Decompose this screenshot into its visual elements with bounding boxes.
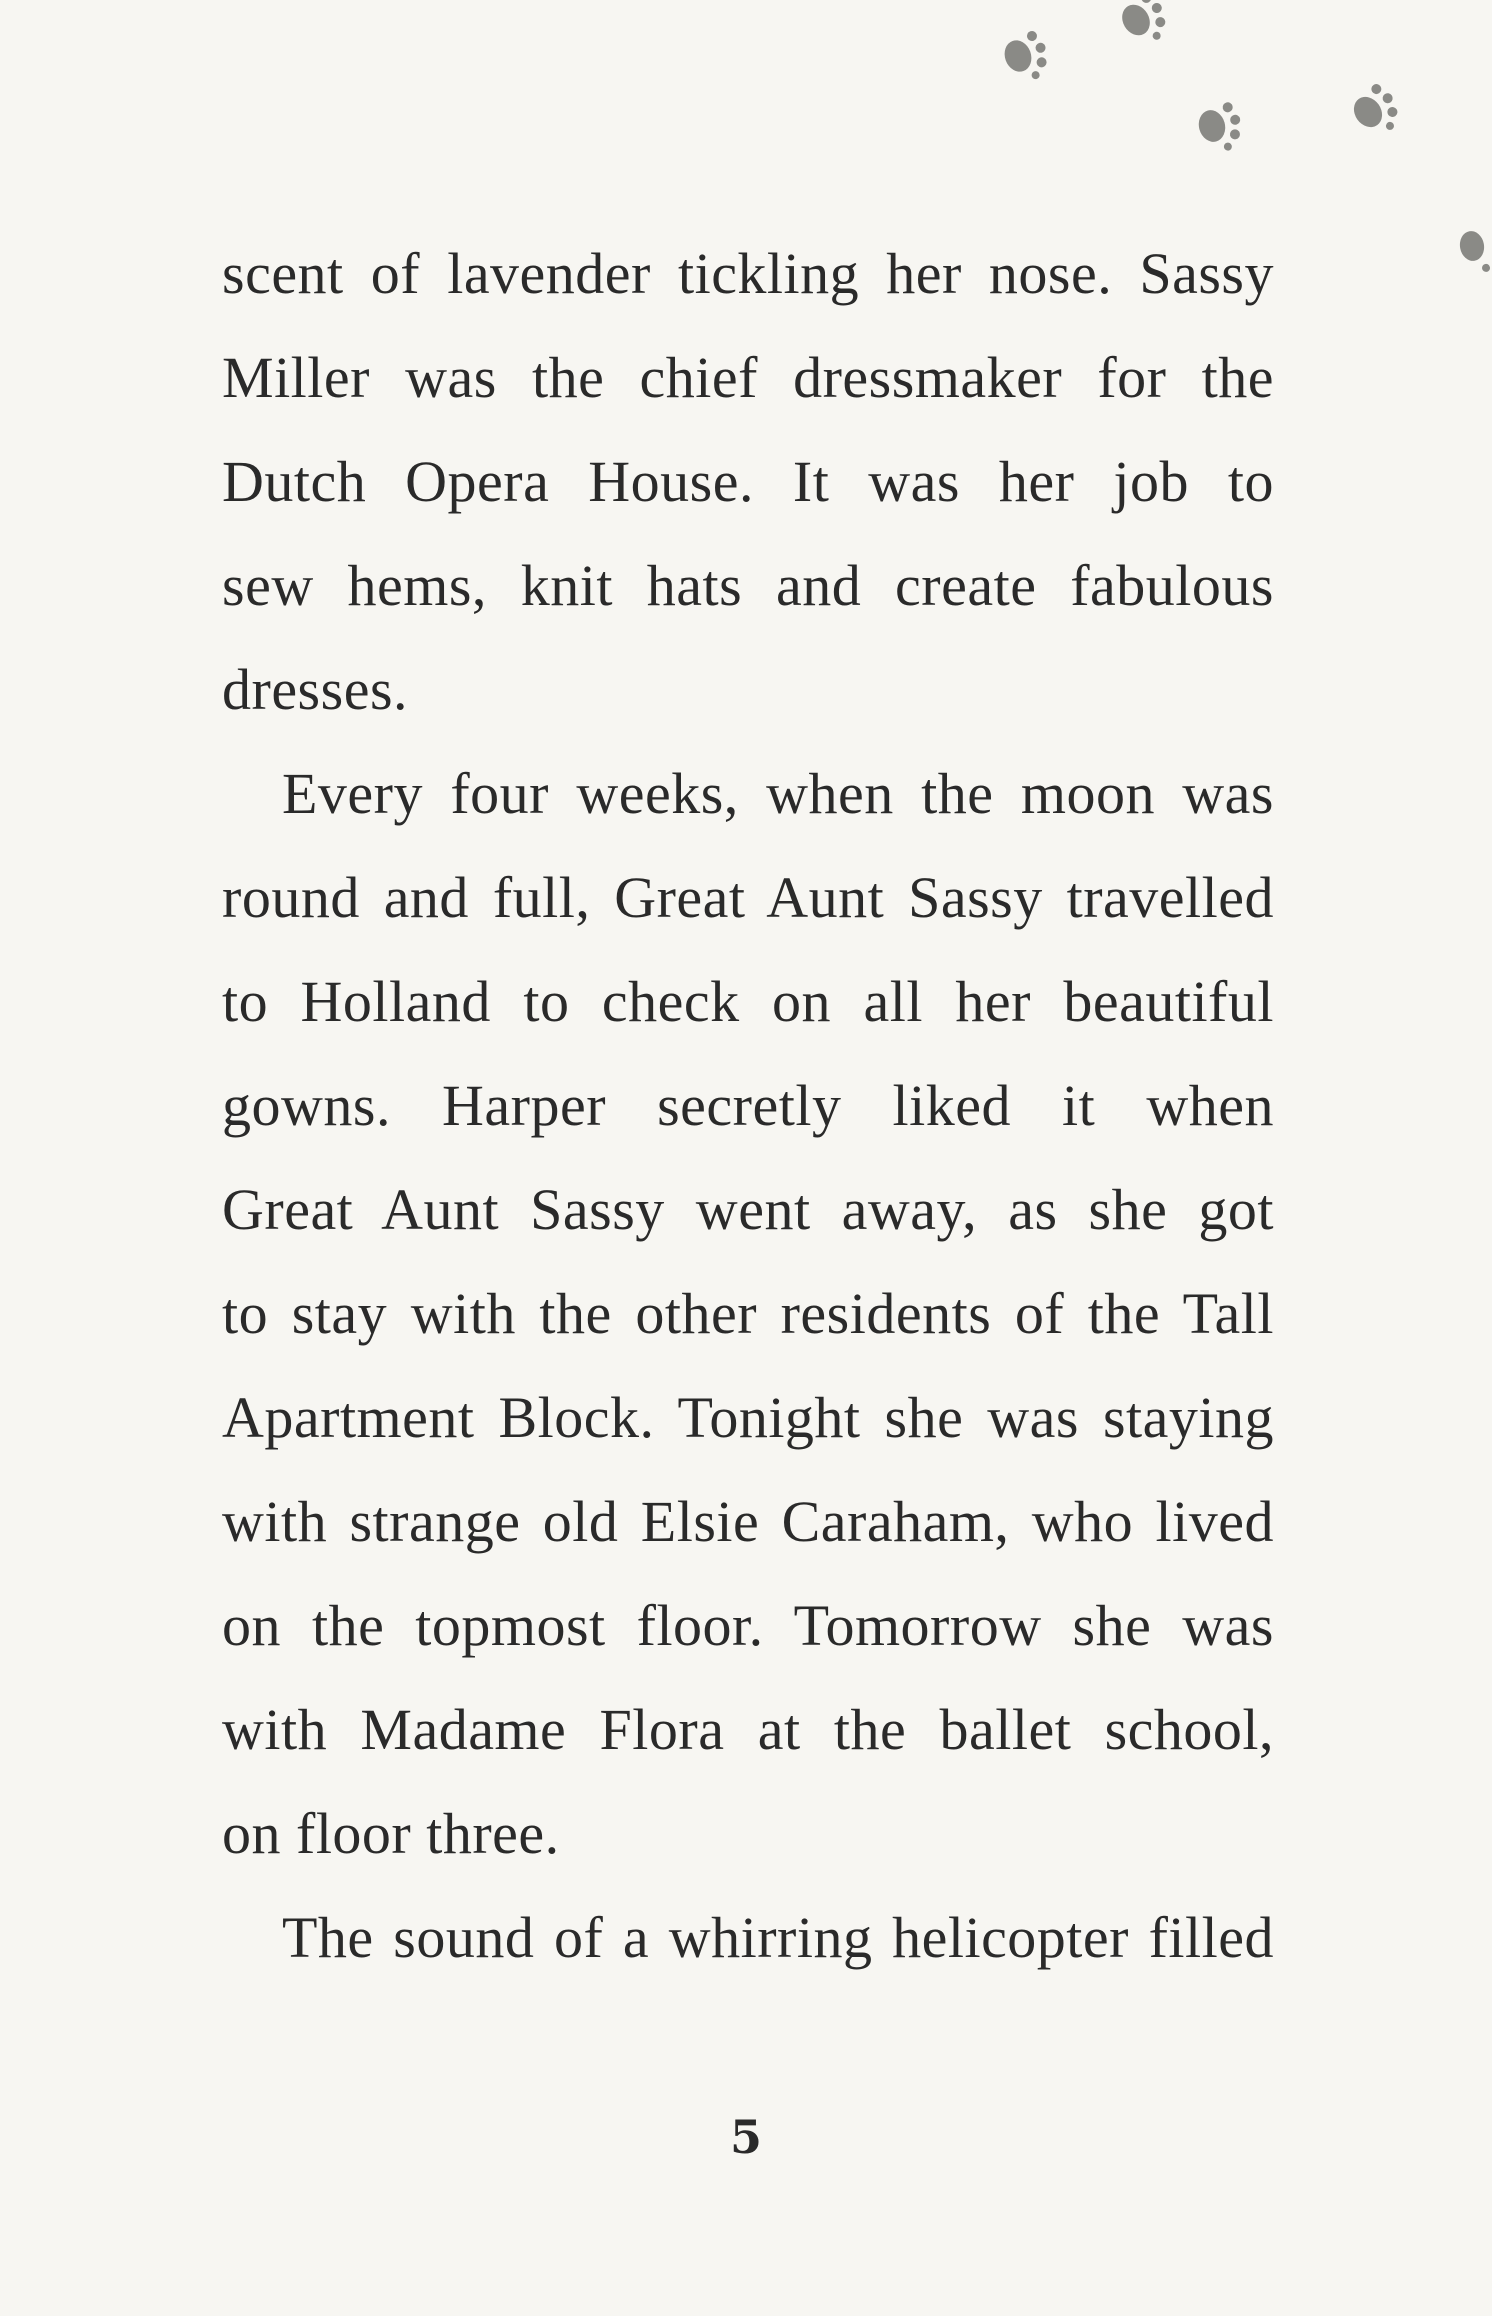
paw-print-icon	[1115, 0, 1175, 51]
text-line: Dutch Opera House. It was her job to	[222, 449, 1274, 514]
paw-print-icon	[1195, 100, 1248, 156]
paw-print-icon	[1458, 229, 1491, 276]
page-number: 5	[729, 2110, 762, 2164]
text-line: with strange old Elsie Caraham, who lived	[222, 1489, 1274, 1554]
text-line: Great Aunt Sassy went away, as she got	[222, 1177, 1274, 1242]
text-line: gowns. Harper secretly liked it when	[222, 1073, 1274, 1138]
text-line: Every four weeks, when the moon was	[282, 761, 1274, 826]
text-line: on floor three.	[222, 1801, 560, 1866]
text-line: Miller was the chief dressmaker for the	[222, 345, 1274, 410]
text-line: to Holland to check on all her beautiful	[222, 969, 1274, 1034]
paw-print-icon	[1346, 80, 1407, 143]
text-line: sew hems, knit hats and create fabulous	[222, 553, 1274, 618]
text-line: round and full, Great Aunt Sassy travelled	[222, 865, 1274, 930]
text-line: to stay with the other residents of the Tall	[222, 1281, 1274, 1346]
text-line: with Madame Flora at the ballet school,	[222, 1697, 1274, 1762]
text-line: dresses.	[222, 657, 409, 722]
paw-print-icon	[999, 28, 1055, 87]
text-line: scent of lavender tickling her nose. Sassy	[222, 241, 1274, 306]
text-line: Apartment Block. Tonight she was staying	[222, 1385, 1274, 1450]
text-line: on the topmost floor. Tomorrow she was	[222, 1593, 1274, 1658]
text-line: The sound of a whirring helicopter filled	[282, 1905, 1274, 1970]
